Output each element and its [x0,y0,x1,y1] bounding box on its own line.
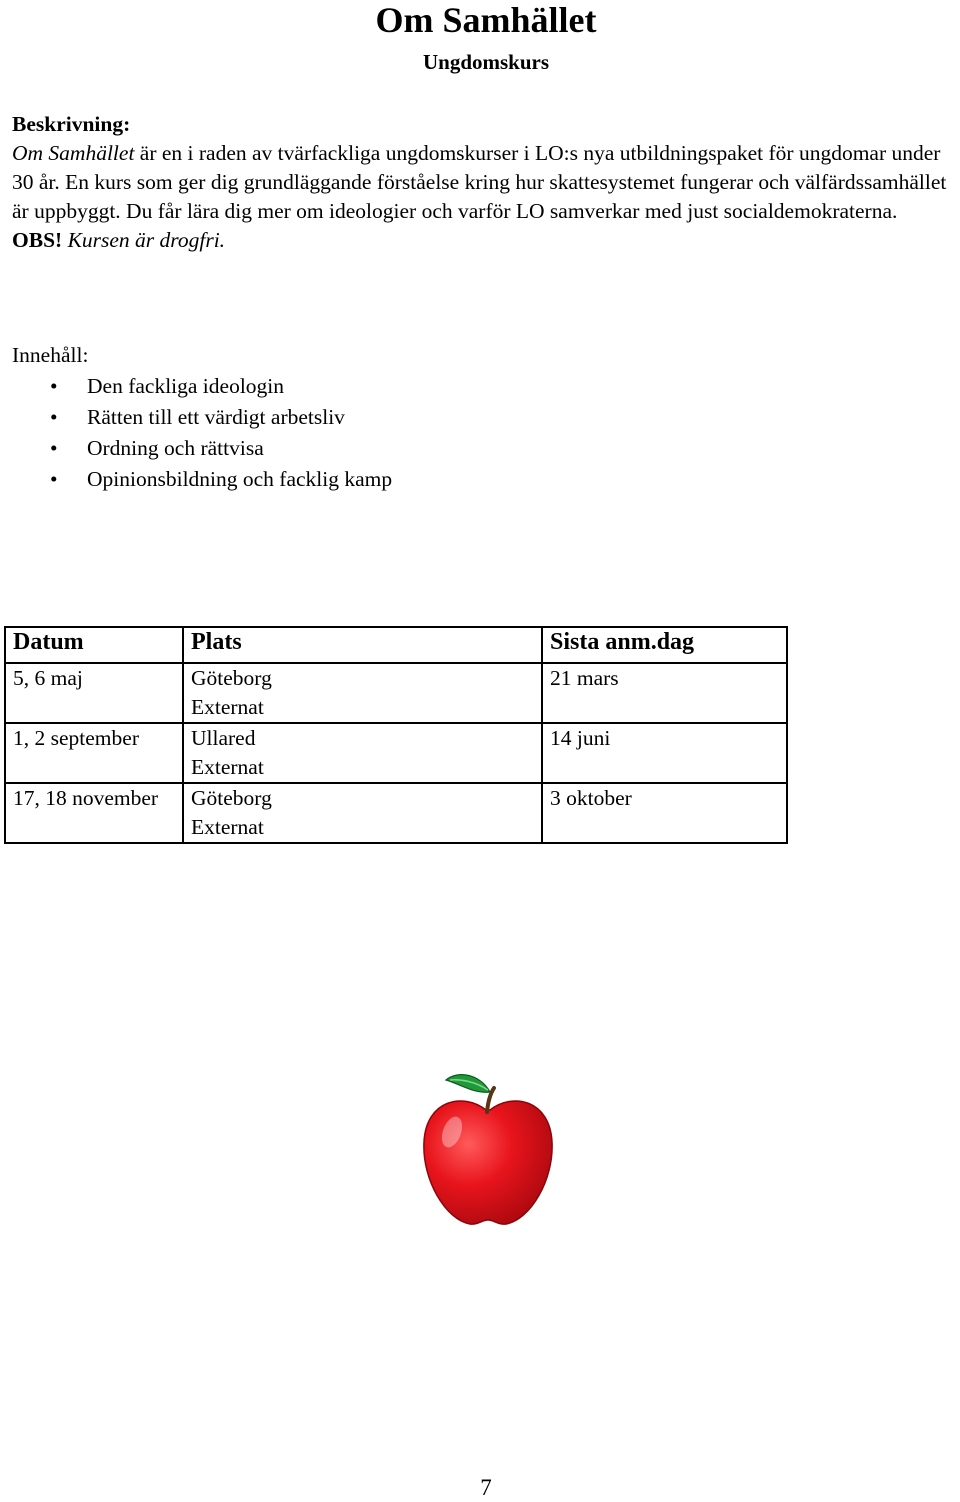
list-item: • Ordning och rättvisa [12,433,912,464]
contents-section [12,340,912,495]
deadline-cell: 21 mars [542,663,787,723]
table-row [5,723,787,783]
bullet-icon: • [50,374,58,398]
bullet-icon: • [50,467,58,491]
contents-label: Innehåll: [12,343,89,367]
obs-label: OBS! [12,228,63,252]
page-subtitle: Ungdomskurs [422,50,550,74]
column-header-date: Datum [5,627,183,663]
obs-note [12,226,957,255]
date-cell: 5, 6 maj [5,663,183,723]
place-cell: Göteborg Externat [183,783,542,843]
table-header-row [5,627,787,663]
course-name: Om Samhället [12,141,135,165]
place-cell: Göteborg Externat [183,663,542,723]
deadline-cell: 3 oktober [542,783,787,843]
page-title: Om Samhället [375,0,597,40]
date-cell: 17, 18 november [5,783,183,843]
table-row [5,663,787,723]
bullet-icon: • [50,436,58,460]
list-item: • Opinionsbildning och facklig kamp [12,464,912,495]
page-number: 7 [480,1475,492,1500]
description-section [12,110,957,255]
bullet-icon: • [50,405,58,429]
obs-text: Kursen är drogfri. [62,228,226,252]
contents-list [12,371,912,495]
apple-icon [418,1070,558,1230]
deadline-cell: 14 juni [542,723,787,783]
list-item: • Den fackliga ideologin [12,371,912,402]
list-item: • Rätten till ett värdigt arbetsliv [12,402,912,433]
table-row [5,783,787,843]
description-body: är en i raden av tvärfackliga ungdomskurser i LO:s nya utbildningspaket för ungdomar under 30 år. En kurs som ger dig grundläggande förståelse kring hur skattesystemet fungerar och välfärdssamhället är uppbyggt. Du får lära dig mer om ideologier och varför LO samverkar med just socialdemokraterna. [12,141,947,223]
place-cell: Ullared Externat [183,723,542,783]
column-header-place: Plats [183,627,542,663]
date-cell: 1, 2 september [5,723,183,783]
schedule-table [4,626,788,844]
description-label: Beskrivning: [12,112,131,136]
description-text [12,139,957,226]
column-header-deadline: Sista anm.dag [542,627,787,663]
